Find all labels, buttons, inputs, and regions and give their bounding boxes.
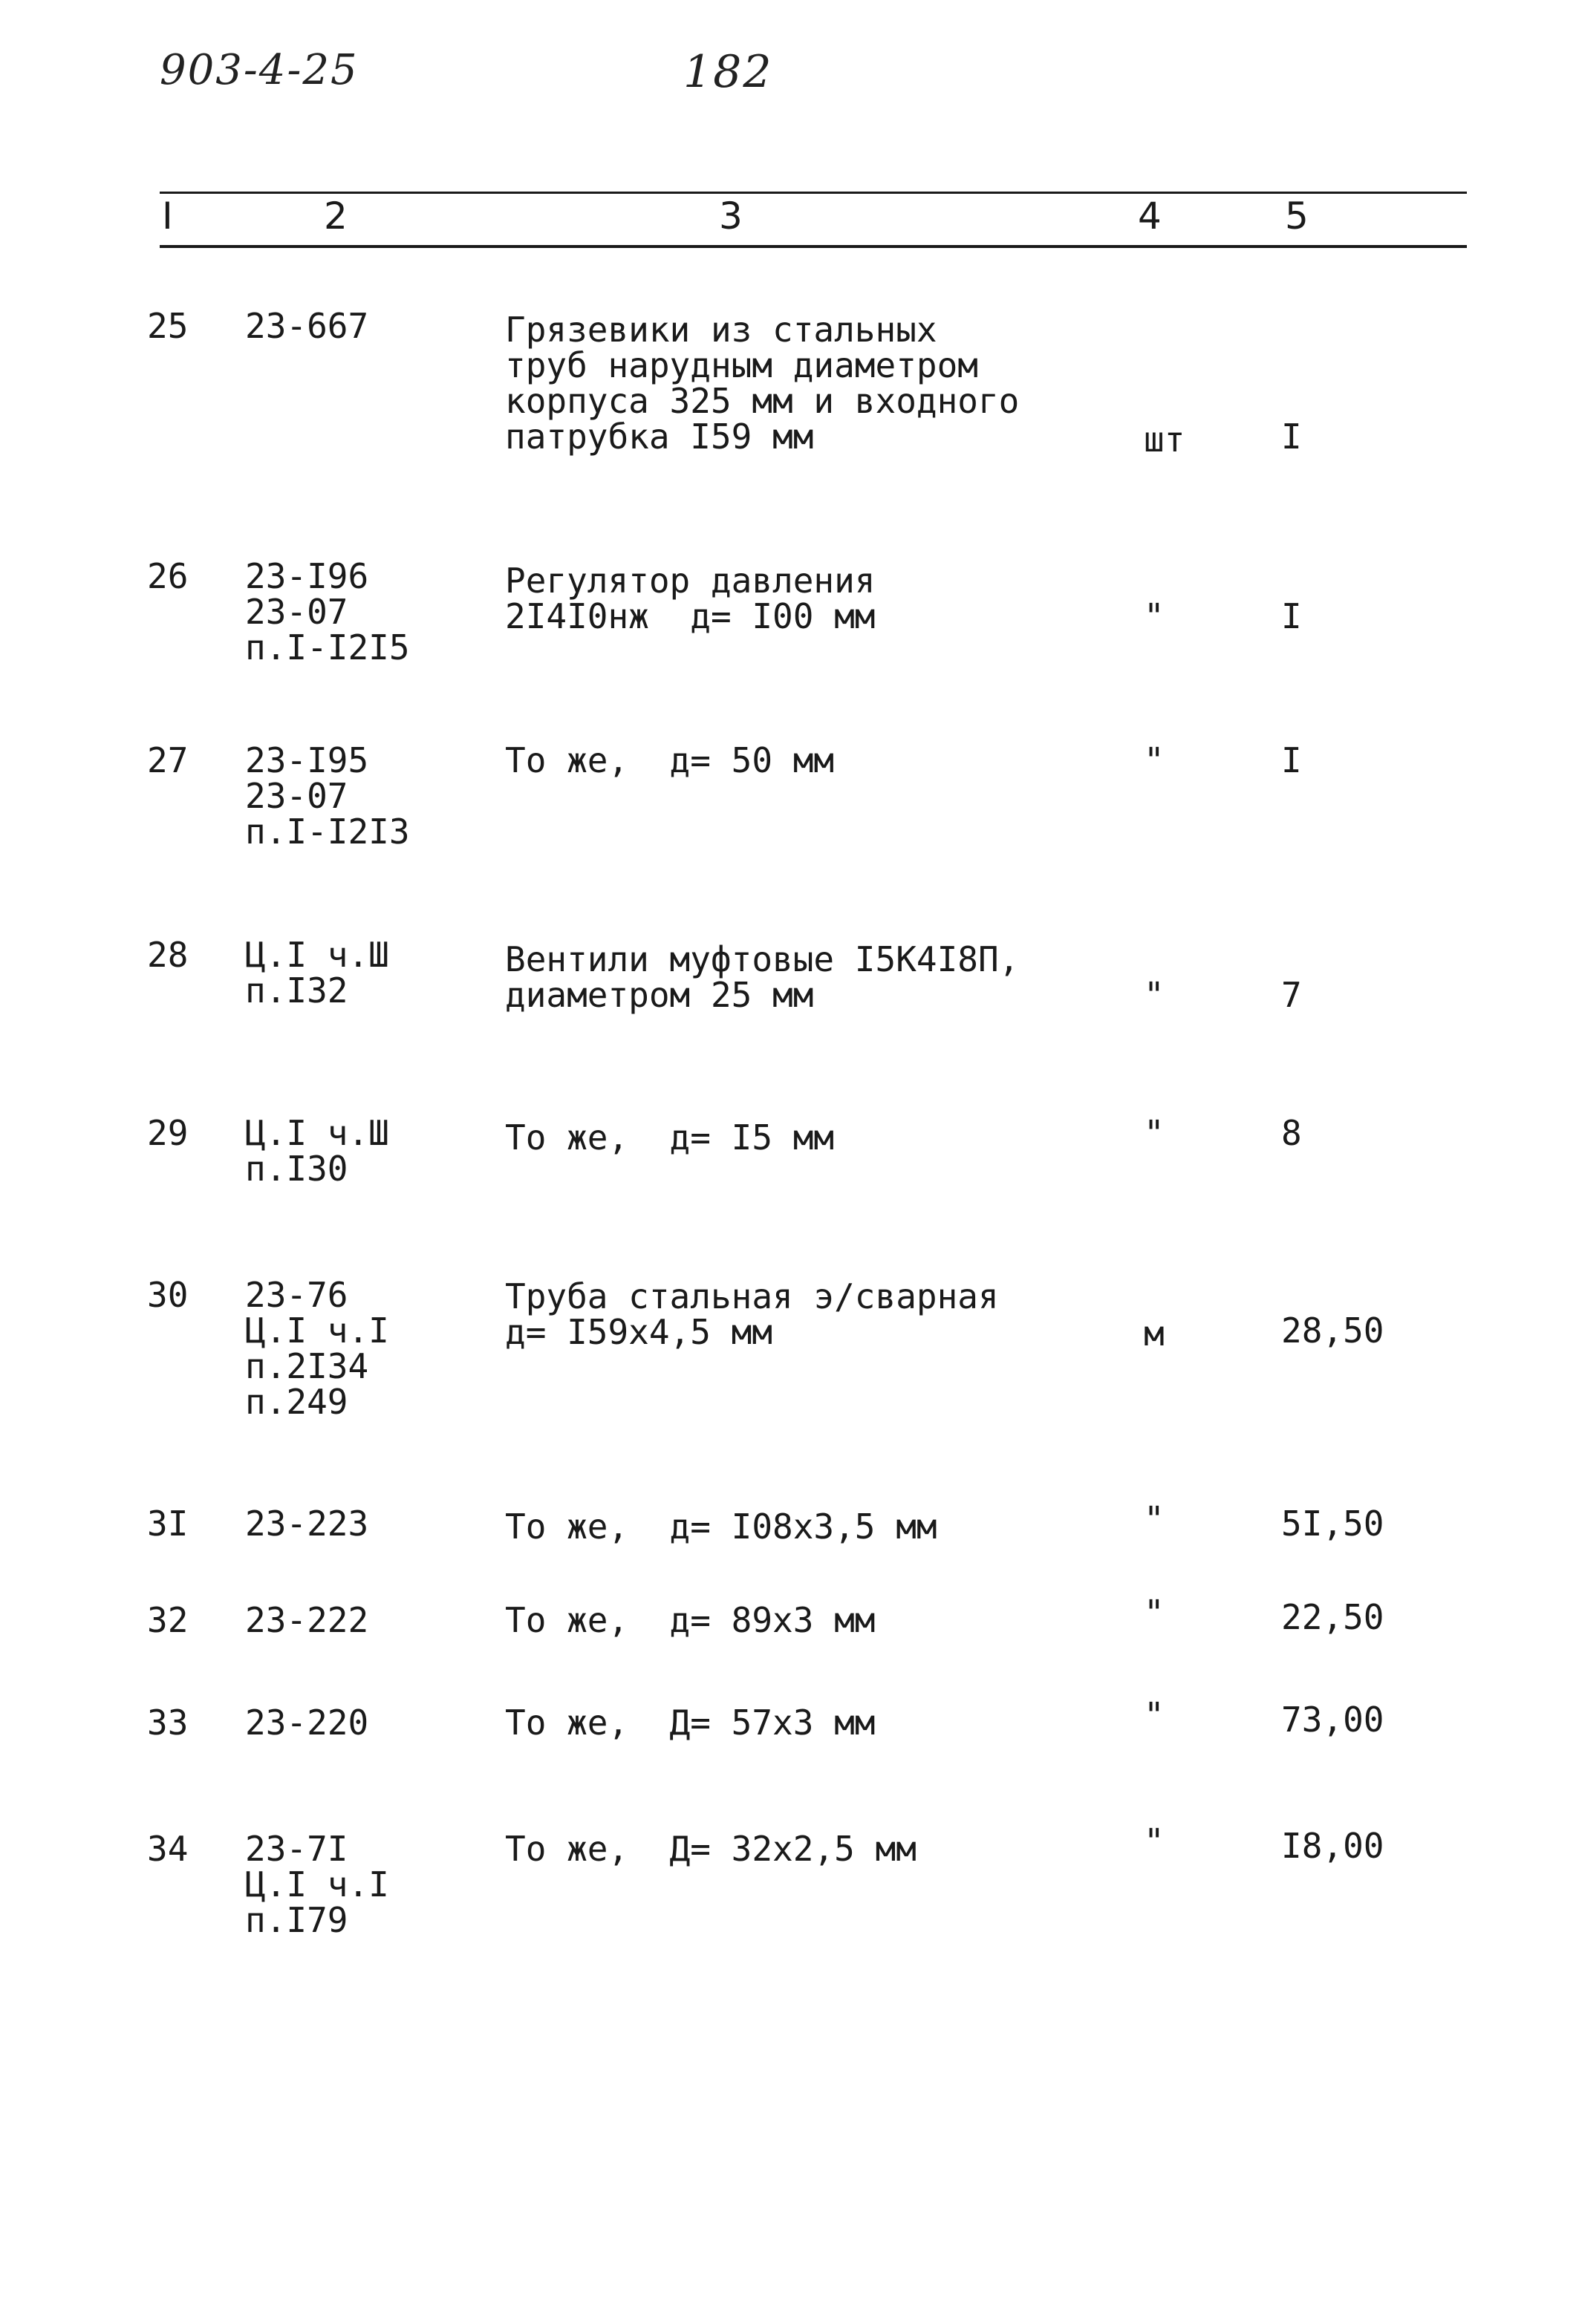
column-header-3: 3 xyxy=(719,195,743,238)
row-description: диаметром 25 мм xyxy=(505,975,814,1015)
row-description: То же, д= 89х3 мм xyxy=(505,1600,876,1640)
row-unit: м xyxy=(1144,1313,1165,1354)
column-header-2: 2 xyxy=(324,195,348,238)
row-code: Ц.I ч.I xyxy=(245,1864,389,1904)
row-code: Ц.I ч.Ш xyxy=(245,935,389,975)
row-unit: " xyxy=(1144,1593,1165,1633)
row-description: Труба стальная э/сварная xyxy=(505,1276,999,1316)
row-number: 26 xyxy=(147,556,189,596)
row-description: 2I4I0нж д= I00 мм xyxy=(505,596,876,636)
row-code: п.I79 xyxy=(245,1900,348,1940)
row-code: 23-223 xyxy=(245,1504,369,1544)
row-description: Вентили муфтовые I5К4I8П, xyxy=(505,939,1020,979)
row-number: 30 xyxy=(147,1275,189,1315)
row-number: 29 xyxy=(147,1113,189,1153)
column-header-5: 5 xyxy=(1285,195,1309,238)
row-description: Регулятор давления xyxy=(505,561,876,601)
row-unit: " xyxy=(1144,1499,1165,1539)
row-unit: " xyxy=(1144,740,1165,780)
row-description: То же, д= I5 мм xyxy=(505,1117,835,1158)
row-code: 23-I96 xyxy=(245,556,369,596)
row-code: Ц.I ч.I xyxy=(245,1310,389,1351)
row-code: Ц.I ч.Ш xyxy=(245,1113,389,1153)
row-unit: " xyxy=(1144,1695,1165,1735)
row-number: 27 xyxy=(147,740,189,780)
row-code: п.I30 xyxy=(245,1149,348,1189)
row-quantity: 8 xyxy=(1281,1113,1302,1153)
row-quantity: I xyxy=(1281,740,1302,780)
column-header-1: I xyxy=(162,195,173,238)
row-quantity: 7 xyxy=(1281,975,1302,1015)
table-top-rule xyxy=(160,192,1467,194)
row-code: 23-667 xyxy=(245,306,369,346)
row-quantity: 5I,50 xyxy=(1281,1504,1384,1544)
row-code: п.I32 xyxy=(245,970,348,1011)
row-description: То же, Д= 57х3 мм xyxy=(505,1703,876,1743)
row-number: 3I xyxy=(147,1504,189,1544)
row-code: 23-07 xyxy=(245,592,348,632)
row-code: п.2I34 xyxy=(245,1346,369,1386)
row-number: 32 xyxy=(147,1600,189,1640)
row-code: 23-07 xyxy=(245,776,348,816)
row-quantity: I8,00 xyxy=(1281,1826,1384,1866)
row-unit: " xyxy=(1144,975,1165,1015)
row-unit: шт xyxy=(1144,420,1185,460)
row-code: п.I-I2I3 xyxy=(245,812,410,852)
row-unit: " xyxy=(1144,596,1165,636)
row-code: 23-7I xyxy=(245,1829,348,1869)
row-description: труб нарудным диаметром xyxy=(505,345,978,385)
table-header-rule xyxy=(160,245,1467,248)
row-description: патрубка I59 мм xyxy=(505,417,814,457)
row-description: Грязевики из стальных xyxy=(505,310,937,350)
row-description: корпуса 325 мм и входного xyxy=(505,381,1020,421)
row-number: 25 xyxy=(147,306,189,346)
document-code: 903-4-25 xyxy=(160,46,359,94)
row-number: 28 xyxy=(147,935,189,975)
row-description: То же, д= I08х3,5 мм xyxy=(505,1507,937,1547)
row-quantity: 22,50 xyxy=(1281,1597,1384,1637)
row-code: 23-222 xyxy=(245,1600,369,1640)
row-description: То же, Д= 32х2,5 мм xyxy=(505,1829,917,1869)
row-number: 34 xyxy=(147,1829,189,1869)
page-number: 182 xyxy=(683,46,773,98)
row-quantity: 73,00 xyxy=(1281,1700,1384,1740)
row-unit: " xyxy=(1144,1821,1165,1861)
row-code: 23-220 xyxy=(245,1703,369,1743)
row-quantity: I xyxy=(1281,596,1302,636)
row-number: 33 xyxy=(147,1703,189,1743)
row-description: То же, д= 50 мм xyxy=(505,740,835,780)
row-description: д= I59х4,5 мм xyxy=(505,1312,773,1352)
row-unit: " xyxy=(1144,1113,1165,1153)
row-code: п.I-I2I5 xyxy=(245,627,410,668)
row-code: п.249 xyxy=(245,1382,348,1422)
row-quantity: I xyxy=(1281,417,1302,457)
row-quantity: 28,50 xyxy=(1281,1310,1384,1351)
row-code: 23-76 xyxy=(245,1275,348,1315)
row-code: 23-I95 xyxy=(245,740,369,780)
column-header-4: 4 xyxy=(1138,195,1162,238)
